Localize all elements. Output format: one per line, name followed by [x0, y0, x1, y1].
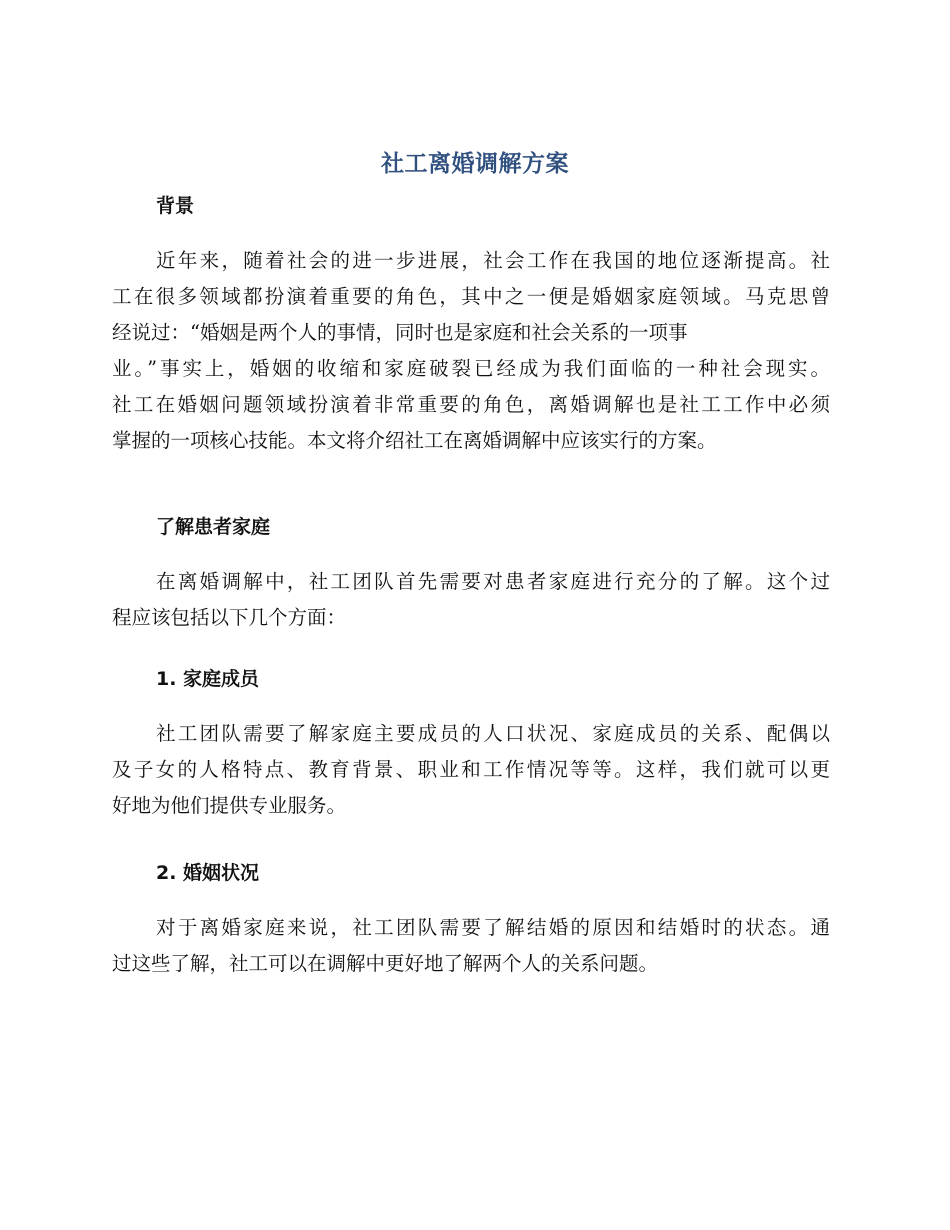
paragraph-line: 及子女的人格特点、教育背景、职业和工作情况等等。这样，我们就可以更	[112, 758, 830, 781]
section-heading-understand-family: 了解患者家庭	[156, 516, 271, 538]
paragraph-marriage-status	[112, 910, 830, 982]
paragraph-background	[112, 243, 830, 459]
paragraph-line: 工在很多领域都扮演着重要的角色，其中之一便是婚姻家庭领域。马克思曾	[112, 285, 830, 308]
paragraph-line: 经说过：“婚姻是两个人的事情，同时也是家庭和社会关系的一项事	[112, 321, 688, 344]
paragraph-line: 程应该包括以下几个方面：	[112, 606, 347, 629]
paragraph-line: 掌握的一项核心技能。本文将介绍社工在离婚调解中应该实行的方案。	[112, 429, 717, 452]
paragraph-line: 近年来，随着社会的进一步进展，社会工作在我国的地位逐渐提高。社	[156, 249, 830, 272]
document-title: 社工离婚调解方案	[381, 151, 569, 177]
paragraph-line: 好地为他们提供专业服务。	[112, 794, 347, 817]
paragraph-line: 在离婚调解中，社工团队首先需要对患者家庭进行充分的了解。这个过	[156, 570, 830, 593]
paragraph-line: 过这些了解，社工可以在调解中更好地了解两个人的关系问题。	[112, 952, 659, 975]
section-heading-marriage-status: 2. 婚姻状况	[156, 862, 260, 884]
section-heading-background: 背景	[156, 195, 195, 217]
paragraph-understand-family	[112, 564, 830, 636]
paragraph-line: 对于离婚家庭来说，社工团队需要了解结婚的原因和结婚时的状态。通	[156, 916, 830, 939]
paragraph-family-members	[112, 716, 830, 824]
paragraph-line: 业。”事实上，婚姻的收缩和家庭破裂已经成为我们面临的一种社会现实。	[112, 357, 830, 380]
paragraph-line: 社工团队需要了解家庭主要成员的人口状况、家庭成员的关系、配偶以	[156, 722, 830, 745]
section-heading-family-members: 1. 家庭成员	[156, 668, 260, 690]
paragraph-line: 社工在婚姻问题领域扮演着非常重要的角色，离婚调解也是社工工作中必须	[112, 393, 830, 416]
